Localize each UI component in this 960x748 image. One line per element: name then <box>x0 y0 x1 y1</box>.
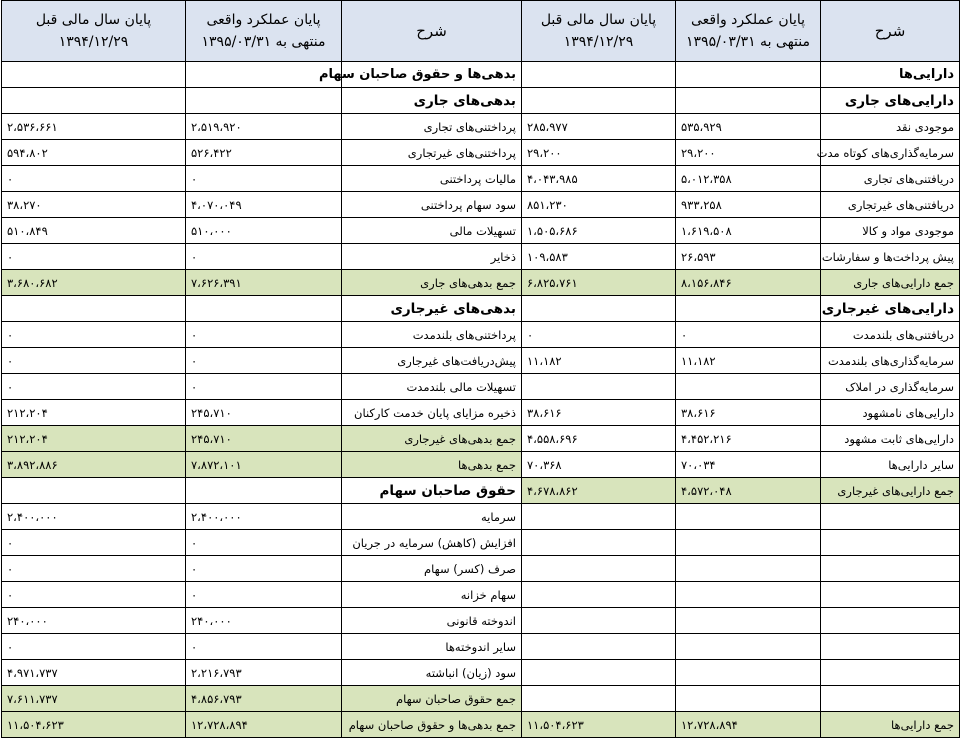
liabilities-prior-cell <box>2 478 186 504</box>
liabilities-actual-cell: ۱۲،۷۲۸،۸۹۴ <box>186 712 342 738</box>
assets-actual-cell: ۱،۶۱۹،۵۰۸ <box>676 218 821 244</box>
liabilities-desc-cell: ذخایر <box>342 244 522 270</box>
assets-actual-cell: ۰ <box>676 322 821 348</box>
liabilities-actual-cell: ۰ <box>186 530 342 556</box>
liabilities-prior-cell: ۰ <box>2 374 186 400</box>
table-row <box>2 88 960 114</box>
assets-actual-cell <box>676 530 821 556</box>
liabilities-desc-cell: سهام خزانه <box>342 582 522 608</box>
assets-prior-cell: ۳۸،۶۱۶ <box>522 400 676 426</box>
liabilities-prior-cell: ۳،۸۹۲،۸۸۶ <box>2 452 186 478</box>
assets-prior-cell <box>522 556 676 582</box>
table-row <box>2 400 960 426</box>
liabilities-desc-cell: افزایش (کاهش) سرمایه در جریان <box>342 530 522 556</box>
assets-prior-cell: ۸۵۱،۲۳۰ <box>522 192 676 218</box>
assets-desc-cell <box>821 660 960 686</box>
table-row <box>2 712 960 738</box>
assets-prior-cell <box>522 62 676 88</box>
assets-actual-header <box>676 1 821 62</box>
table-row <box>2 452 960 478</box>
liabilities-actual-cell: ۴،۰۷۰،۰۴۹ <box>186 192 342 218</box>
liabilities-prior-cell: ۲۴۰،۰۰۰ <box>2 608 186 634</box>
assets-prior-cell: ۴،۵۵۸،۶۹۶ <box>522 426 676 452</box>
liabilities-actual-cell: ۴،۸۵۶،۷۹۳ <box>186 686 342 712</box>
assets-desc-cell: دارایی‌های نامشهود <box>821 400 960 426</box>
assets-desc-cell: موجودی مواد و کالا <box>821 218 960 244</box>
assets-desc-cell: جمع دارایی‌های جاری <box>821 270 960 296</box>
liabilities-prior-cell: ۲،۴۰۰،۰۰۰ <box>2 504 186 530</box>
assets-desc-cell <box>821 556 960 582</box>
liabilities-actual-header <box>186 1 342 62</box>
assets-actual-cell: ۲۶،۵۹۳ <box>676 244 821 270</box>
liabilities-actual-cell: ۲،۴۰۰،۰۰۰ <box>186 504 342 530</box>
liabilities-actual-cell: ۰ <box>186 166 342 192</box>
liabilities-actual-cell: ۲۴۰،۰۰۰ <box>186 608 342 634</box>
liabilities-actual-cell: ۲،۲۱۶،۷۹۳ <box>186 660 342 686</box>
liabilities-actual-cell: ۰ <box>186 634 342 660</box>
assets-prior-cell: ۲۹،۲۰۰ <box>522 140 676 166</box>
assets-actual-cell: ۱۲،۷۲۸،۸۹۴ <box>676 712 821 738</box>
table-row <box>2 530 960 556</box>
assets-desc-cell <box>821 686 960 712</box>
assets-desc-cell: دریافتنی‌های غیرتجاری <box>821 192 960 218</box>
liabilities-actual-cell: ۷،۶۲۶،۳۹۱ <box>186 270 342 296</box>
assets-desc-cell <box>821 608 960 634</box>
liabilities-prior-cell: ۴،۹۷۱،۷۳۷ <box>2 660 186 686</box>
liabilities-desc-header: شرح <box>342 1 522 62</box>
liabilities-actual-header-line2: منتهی به ۱۳۹۵/۰۳/۳۱ <box>201 34 326 50</box>
assets-desc-cell: سرمایه‌گذاری در املاک <box>821 374 960 400</box>
assets-actual-cell <box>676 660 821 686</box>
assets-actual-cell: ۲۹،۲۰۰ <box>676 140 821 166</box>
assets-section-heading: دارایی‌های غیرجاری <box>821 296 960 322</box>
assets-desc-header: شرح <box>821 1 960 62</box>
liabilities-desc-cell: صرف (کسر) سهام <box>342 556 522 582</box>
liabilities-prior-cell: ۵۹۴،۸۰۲ <box>2 140 186 166</box>
liabilities-desc-cell: ذخیره مزایای پایان خدمت کارکنان <box>342 400 522 426</box>
assets-prior-cell: ۶،۸۲۵،۷۶۱ <box>522 270 676 296</box>
table-row <box>2 166 960 192</box>
liabilities-actual-header-line1: پایان عملکرد واقعی <box>206 12 321 28</box>
liabilities-prior-cell <box>2 88 186 114</box>
liabilities-section-heading: بدهی‌ها و حقوق صاحبان سهام <box>342 62 522 88</box>
liabilities-section-heading: بدهی‌های غیرجاری <box>342 296 522 322</box>
liabilities-actual-cell: ۰ <box>186 348 342 374</box>
liabilities-prior-header-line2: ۱۳۹۴/۱۲/۲۹ <box>58 34 129 50</box>
liabilities-desc-cell: جمع بدهی‌ها و حقوق صاحبان سهام <box>342 712 522 738</box>
table-row <box>2 192 960 218</box>
assets-section-heading: دارایی‌های جاری <box>821 88 960 114</box>
table-header <box>2 1 960 62</box>
liabilities-desc-cell: پرداختنی‌های غیرتجاری <box>342 140 522 166</box>
assets-desc-cell: سرمایه‌گذاری‌های بلندمدت <box>821 348 960 374</box>
assets-prior-header <box>522 1 676 62</box>
liabilities-prior-cell: ۰ <box>2 582 186 608</box>
liabilities-desc-cell: تسهیلات مالی بلندمدت <box>342 374 522 400</box>
assets-desc-cell: دریافتنی‌های بلندمدت <box>821 322 960 348</box>
liabilities-actual-cell <box>186 296 342 322</box>
table-row <box>2 322 960 348</box>
liabilities-actual-cell: ۲،۵۱۹،۹۲۰ <box>186 114 342 140</box>
liabilities-desc-cell: جمع بدهی‌های غیرجاری <box>342 426 522 452</box>
liabilities-desc-cell: جمع حقوق صاحبان سهام <box>342 686 522 712</box>
liabilities-prior-header-line1: پایان سال مالی قبل <box>35 12 152 28</box>
liabilities-actual-cell <box>186 88 342 114</box>
liabilities-actual-cell: ۷،۸۷۲،۱۰۱ <box>186 452 342 478</box>
assets-prior-cell <box>522 686 676 712</box>
assets-prior-header-line1: پایان سال مالی قبل <box>540 12 657 28</box>
assets-actual-cell <box>676 686 821 712</box>
assets-desc-cell <box>821 634 960 660</box>
assets-prior-cell: ۴،۶۷۸،۸۶۲ <box>522 478 676 504</box>
table-body <box>2 62 960 738</box>
liabilities-actual-cell: ۵۲۶،۴۲۲ <box>186 140 342 166</box>
liabilities-prior-cell: ۱۱،۵۰۴،۶۲۳ <box>2 712 186 738</box>
assets-section-heading: دارایی‌ها <box>821 62 960 88</box>
liabilities-prior-cell: ۰ <box>2 348 186 374</box>
assets-desc-cell: سرمایه‌گذاری‌های کوتاه مدت <box>821 140 960 166</box>
liabilities-actual-cell: ۰ <box>186 556 342 582</box>
assets-desc-cell: موجودی نقد <box>821 114 960 140</box>
table-row <box>2 270 960 296</box>
liabilities-prior-cell: ۰ <box>2 166 186 192</box>
liabilities-desc-cell: سایر اندوخته‌ها <box>342 634 522 660</box>
table-row <box>2 140 960 166</box>
table-row <box>2 374 960 400</box>
assets-actual-cell <box>676 504 821 530</box>
assets-prior-cell: ۱،۵۰۵،۶۸۶ <box>522 218 676 244</box>
assets-actual-cell: ۱۱،۱۸۲ <box>676 348 821 374</box>
liabilities-desc-cell: پیش‌دریافت‌های غیرجاری <box>342 348 522 374</box>
assets-prior-cell: ۱۱،۱۸۲ <box>522 348 676 374</box>
assets-actual-cell <box>676 88 821 114</box>
liabilities-prior-cell: ۲۱۲،۲۰۴ <box>2 400 186 426</box>
table-row <box>2 582 960 608</box>
table-row <box>2 244 960 270</box>
table-row <box>2 608 960 634</box>
assets-prior-cell: ۰ <box>522 322 676 348</box>
liabilities-prior-cell: ۳۸،۲۷۰ <box>2 192 186 218</box>
liabilities-actual-cell: ۰ <box>186 322 342 348</box>
liabilities-prior-cell: ۲،۵۳۶،۶۶۱ <box>2 114 186 140</box>
assets-actual-cell <box>676 582 821 608</box>
assets-actual-cell: ۴،۵۷۲،۰۴۸ <box>676 478 821 504</box>
assets-desc-cell <box>821 530 960 556</box>
assets-actual-cell: ۵۳۵،۹۲۹ <box>676 114 821 140</box>
assets-actual-cell <box>676 374 821 400</box>
table-row <box>2 504 960 530</box>
liabilities-prior-cell: ۰ <box>2 530 186 556</box>
assets-actual-cell <box>676 634 821 660</box>
liabilities-prior-header <box>2 1 186 62</box>
liabilities-desc-cell: سود سهام پرداختنی <box>342 192 522 218</box>
liabilities-desc-cell: جمع بدهی‌ها <box>342 452 522 478</box>
table-row <box>2 634 960 660</box>
assets-prior-cell: ۷۰،۳۶۸ <box>522 452 676 478</box>
liabilities-actual-cell <box>186 478 342 504</box>
assets-prior-cell <box>522 374 676 400</box>
liabilities-actual-cell: ۰ <box>186 582 342 608</box>
assets-actual-cell: ۴،۴۵۲،۲۱۶ <box>676 426 821 452</box>
liabilities-prior-cell: ۰ <box>2 244 186 270</box>
liabilities-desc-cell: جمع بدهی‌های جاری <box>342 270 522 296</box>
assets-prior-cell: ۲۸۵،۹۷۷ <box>522 114 676 140</box>
assets-prior-cell <box>522 296 676 322</box>
liabilities-desc-cell: پرداختنی‌های بلندمدت <box>342 322 522 348</box>
assets-actual-cell: ۹۳۳،۲۵۸ <box>676 192 821 218</box>
assets-prior-cell <box>522 660 676 686</box>
liabilities-desc-cell: تسهیلات مالی <box>342 218 522 244</box>
liabilities-actual-cell: ۰ <box>186 244 342 270</box>
table-row <box>2 296 960 322</box>
assets-actual-cell <box>676 296 821 322</box>
table-row <box>2 556 960 582</box>
assets-prior-cell: ۱۱،۵۰۴،۶۲۳ <box>522 712 676 738</box>
table-row <box>2 62 960 88</box>
liabilities-prior-cell: ۳،۶۸۰،۶۸۲ <box>2 270 186 296</box>
table-row <box>2 114 960 140</box>
liabilities-actual-cell: ۲۴۵،۷۱۰ <box>186 426 342 452</box>
liabilities-section-heading: حقوق صاحبان سهام <box>342 478 522 504</box>
table-row <box>2 348 960 374</box>
assets-actual-header-line2: منتهی به ۱۳۹۵/۰۳/۳۱ <box>686 34 810 50</box>
assets-actual-cell <box>676 556 821 582</box>
assets-desc-cell <box>821 582 960 608</box>
table-row <box>2 478 960 504</box>
liabilities-desc-cell: مالیات پرداختنی <box>342 166 522 192</box>
table-row <box>2 426 960 452</box>
liabilities-desc-cell: پرداختنی‌های تجاری <box>342 114 522 140</box>
assets-prior-cell <box>522 530 676 556</box>
assets-desc-cell: دریافتنی‌های تجاری <box>821 166 960 192</box>
assets-actual-cell: ۸،۱۵۶،۸۴۶ <box>676 270 821 296</box>
assets-prior-cell: ۱۰۹،۵۸۳ <box>522 244 676 270</box>
liabilities-section-heading: بدهی‌های جاری <box>342 88 522 114</box>
table-row <box>2 660 960 686</box>
assets-desc-cell: جمع دارایی‌های غیرجاری <box>821 478 960 504</box>
assets-prior-cell <box>522 88 676 114</box>
assets-desc-cell: پیش پرداخت‌ها و سفارشات <box>821 244 960 270</box>
table-row <box>2 686 960 712</box>
assets-actual-cell <box>676 608 821 634</box>
table-row <box>2 218 960 244</box>
assets-actual-cell: ۵،۰۱۲،۳۵۸ <box>676 166 821 192</box>
assets-desc-cell: سایر دارایی‌ها <box>821 452 960 478</box>
assets-actual-cell: ۷۰،۰۳۴ <box>676 452 821 478</box>
assets-desc-cell: دارایی‌های ثابت مشهود <box>821 426 960 452</box>
assets-actual-cell: ۳۸،۶۱۶ <box>676 400 821 426</box>
liabilities-desc-cell: سود (زیان) انباشته <box>342 660 522 686</box>
assets-prior-cell: ۴،۰۴۳،۹۸۵ <box>522 166 676 192</box>
assets-prior-cell <box>522 634 676 660</box>
assets-desc-cell <box>821 504 960 530</box>
balance-sheet-table <box>1 0 960 738</box>
liabilities-prior-cell: ۵۱۰،۸۴۹ <box>2 218 186 244</box>
liabilities-actual-cell: ۲۴۵،۷۱۰ <box>186 400 342 426</box>
assets-prior-cell <box>522 582 676 608</box>
assets-actual-cell <box>676 62 821 88</box>
liabilities-desc-cell: اندوخته قانونی <box>342 608 522 634</box>
liabilities-prior-cell: ۰ <box>2 556 186 582</box>
liabilities-actual-cell: ۵۱۰،۰۰۰ <box>186 218 342 244</box>
liabilities-prior-cell: ۰ <box>2 322 186 348</box>
liabilities-prior-cell: ۷،۶۱۱،۷۳۷ <box>2 686 186 712</box>
liabilities-prior-cell: ۲۱۲،۲۰۴ <box>2 426 186 452</box>
assets-prior-cell <box>522 608 676 634</box>
assets-prior-cell <box>522 504 676 530</box>
liabilities-prior-cell <box>2 296 186 322</box>
liabilities-desc-cell: سرمایه <box>342 504 522 530</box>
assets-actual-header-line1: پایان عملکرد واقعی <box>690 12 806 28</box>
assets-desc-cell: جمع دارایی‌ها <box>821 712 960 738</box>
liabilities-prior-cell <box>2 62 186 88</box>
assets-prior-header-line2: ۱۳۹۴/۱۲/۲۹ <box>563 34 634 50</box>
liabilities-prior-cell: ۰ <box>2 634 186 660</box>
liabilities-actual-cell: ۰ <box>186 374 342 400</box>
